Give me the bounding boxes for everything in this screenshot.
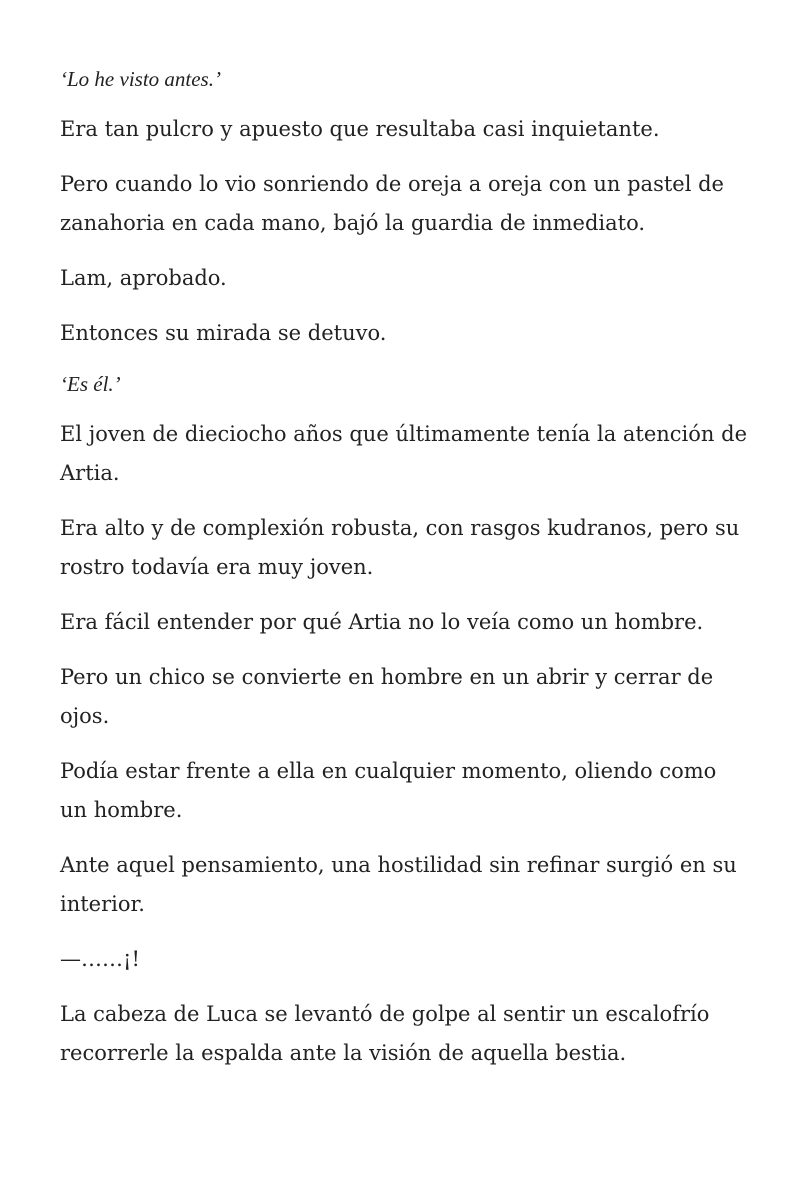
- paragraph: Podía estar frente a ella en cualquier momento, oliendo como un hombre.: [60, 759, 717, 822]
- paragraph: La cabeza de Luca se levantó de golpe al sentir un escalofrío recorrerle la espalda ante la visión de aquella bestia.: [60, 1002, 710, 1065]
- inner-thought: ‘Lo he visto antes.’: [60, 67, 221, 91]
- paragraph: El joven de dieciocho años que últimamente tenía la atención de Artia.: [60, 422, 747, 485]
- document-page: [60, 64, 750, 1089]
- paragraph: Entonces su mirada se detuvo.: [60, 321, 387, 345]
- paragraph: Era alto y de complexión robusta, con rasgos kudranos, pero su rostro todavía era muy joven.: [60, 516, 740, 579]
- paragraph: Pero un chico se convierte en hombre en un abrir y cerrar de ojos.: [60, 665, 714, 728]
- paragraph: Lam, aprobado.: [60, 266, 227, 290]
- paragraph: Era fácil entender por qué Artia no lo veía como un hombre.: [60, 610, 704, 634]
- dialogue-line: —……¡!: [60, 947, 140, 971]
- paragraph: Era tan pulcro y apuesto que resultaba casi inquietante.: [60, 117, 660, 141]
- paragraph: Pero cuando lo vio sonriendo de oreja a oreja con un pastel de zanahoria en cada mano, bajó la guardia de inmediato.: [60, 172, 724, 235]
- inner-thought: ‘Es él.’: [60, 372, 121, 396]
- paragraph: Ante aquel pensamiento, una hostilidad sin refinar surgió en su interior.: [60, 853, 737, 916]
